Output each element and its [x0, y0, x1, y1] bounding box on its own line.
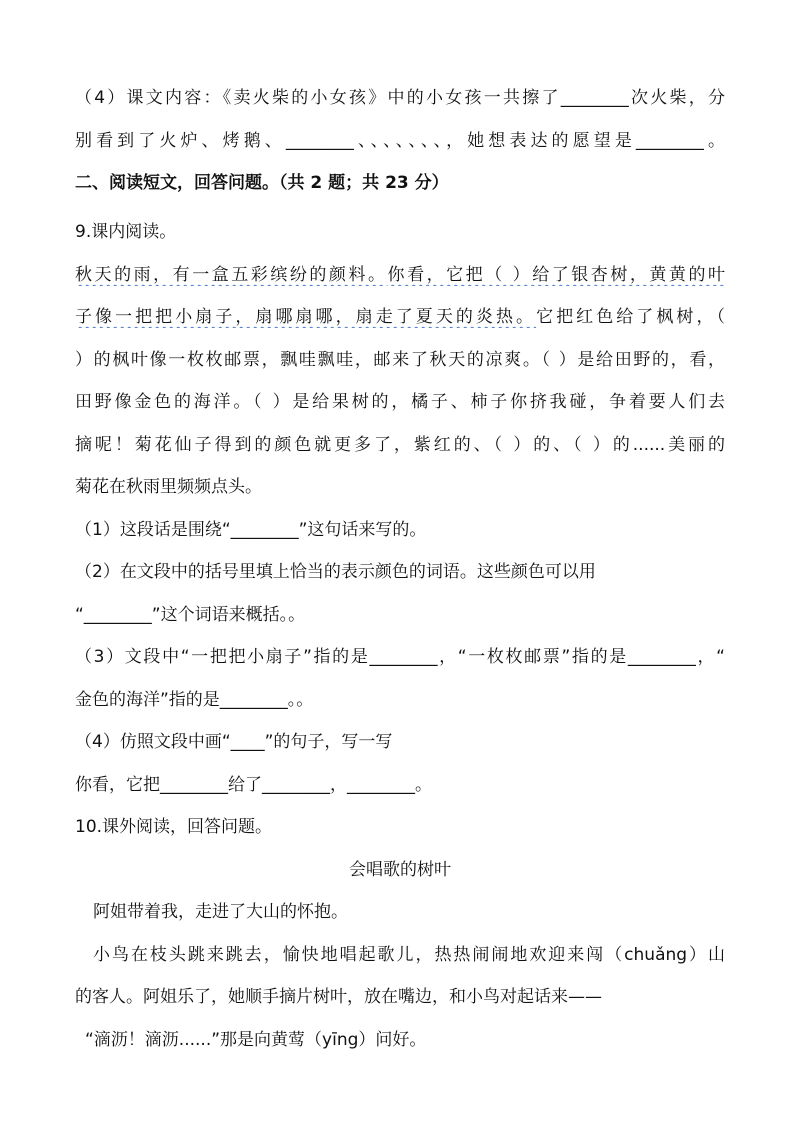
q9-question-4-line-1: （4）仿照文段中画“____”的句子，写一写	[75, 732, 393, 752]
q9-question-3-line-1: （3）文段中“一把把小扇子”指的是________，“一枚枚邮票”指的是________，“	[75, 647, 725, 667]
q9-passage-model-sentence-part: 秋天的雨，有一盒五彩缤纷的颜料。	[75, 265, 388, 285]
section-two-heading: 二、阅读短文，回答问题。（共 2 题；共 23 分）	[75, 173, 449, 193]
q9-passage-line-2	[75, 306, 725, 328]
q9-passage-line-5: 摘呢！菊花仙子得到的颜色就更多了，紫红的、（ ）的、（ ）的......美丽的	[75, 435, 725, 455]
q9-passage-line-4: 田野像金色的海洋。（ ）是给果树的，橘子、柿子你挤我碰，争着要人们去	[75, 392, 725, 412]
q9-passage-line-3: ）的枫叶像一枚枚邮票，飘哇飘哇，邮来了秋天的凉爽。（ ）是给田野的，看，	[75, 350, 725, 370]
q9-passage-model-sentence-part: 子像一把把小扇子，扇哪扇哪，扇走了夏天的炎热。	[75, 307, 537, 327]
q9-question-1: （1）这段话是围绕“________”这句话来写的。	[75, 520, 427, 540]
q9-title: 9.课内阅读。	[75, 222, 177, 242]
story-paragraph-2-line-2: 的客人。阿姐乐了，她顺手摘片树叶，放在嘴边，和小鸟对起话来——	[75, 987, 602, 1007]
q4-text-line-1: （4）课文内容：《卖火柴的小女孩》中的小女孩一共擦了________次火柴，分	[75, 88, 725, 108]
story-paragraph-3: “滴沥！滴沥......”那是向黄莺（yīng）问好。	[85, 1030, 427, 1050]
story-title: 会唱歌的树叶	[349, 860, 451, 880]
story-paragraph-1: 阿姐带着我，走进了大山的怀抱。	[93, 902, 348, 922]
q9-question-3-line-2: 金色的海洋”指的是________。。	[75, 690, 314, 710]
q9-passage-model-sentence-part: 你看，它把（ ）给了银杏树，黄黄的叶	[387, 265, 725, 285]
q9-question-2-line-1: （2）在文段中的括号里填上恰当的表示颜色的词语。这些颜色可以用	[75, 562, 596, 582]
q9-passage-line-1	[75, 264, 725, 286]
q9-passage-line-6: 菊花在秋雨里频频点头。	[75, 477, 262, 497]
q9-question-4-line-2: 你看，它把________给了________，________。	[75, 775, 432, 795]
q10-title: 10.课外阅读，回答问题。	[75, 817, 273, 837]
q9-question-2-line-2: “________”这个词语来概括。。	[75, 605, 306, 625]
story-paragraph-2-line-1: 小鸟在枝头跳来跳去，愉快地唱起歌儿，热热闹闹地欢迎来闯（chuǎng）山	[93, 945, 725, 965]
q9-passage-text: 它把红色给了枫树，（	[536, 307, 725, 327]
q4-text-line-2: 别看到了火炉、烤鹅、________、、、、、、、，她想表达的愿望是________。	[75, 131, 725, 151]
